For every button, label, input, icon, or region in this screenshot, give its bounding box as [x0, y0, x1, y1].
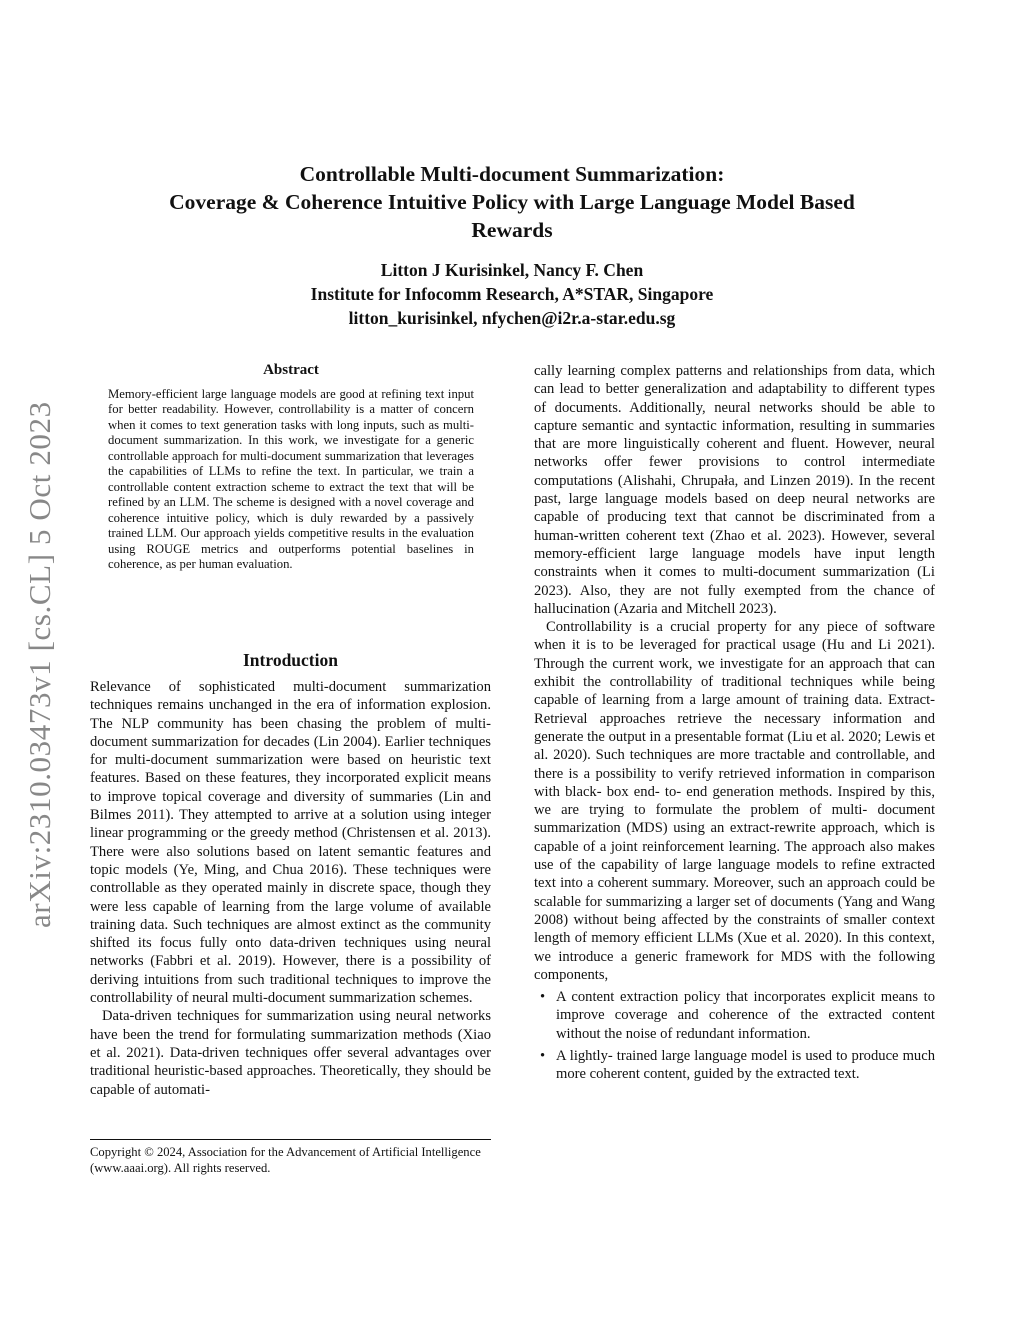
introduction-section	[90, 648, 491, 1099]
abstract-section	[108, 363, 474, 573]
introduction-heading: Introduction	[243, 650, 338, 670]
bullet-icon: •	[540, 1047, 546, 1064]
list-item-text: A lightly- trained large language model is used to produce much more coherent content, guided by the extracted text.	[556, 1047, 935, 1083]
title-line: Rewards	[471, 218, 553, 242]
copyright-footnote	[90, 1139, 491, 1176]
title-line: Controllable Multi-document Summarization:	[299, 162, 725, 186]
title-line: Coverage & Coherence Intuitive Policy with Large Language Model Based	[169, 190, 855, 214]
list-item	[540, 1047, 935, 1084]
paper-title	[90, 160, 934, 244]
list-item-text: A content extraction policy that incorporates explicit means to improve coverage and coherence of the extracted content without the noise of redundant information.	[556, 989, 935, 1042]
contribution-list	[534, 988, 935, 1083]
arxiv-stamp: arXiv:2310.03473v1 [cs.CL] 5 Oct 2023	[22, 401, 57, 928]
paragraph: Controllability is a crucial property for any piece of software when it is to be leveraged for practical usage (Hu and Li 2021). Through the current work, we investigate for an approach that can exhibit the controllability of traditional techniques while being capable of learning from a large amount of training data. Extract-Retrieval approaches retrieve the necessary information and generate the output in a presentable format (Liu et al. 2020; Lewis et al. 2020). Such techniques are more tractable and controllable, and there is a possibility to verify retrieved information in comparison with black- box end- to- end generation methods. Inspired by this, we are trying to formulate the problem of multi- document summarization (MDS) using an extract-rewrite approach, which is capable of a joint reinforcement learning. The approach also makes use of the capability of large language models to refine extracted text into a coherent summary. Moreover, such an approach could be scalable for summarizing a larger set of documents (Yang and Wang 2008) without being affected by the constraints of smaller context length of memory efficient LLMs (Xue et al. 2020). In this context, we introduce a generic framework for MDS with the following components,	[534, 619, 935, 983]
abstract-text: Memory-efficient large language models are good at refining text input for better readability. However, controllability is a matter of concern when it comes to text generation tasks with long inputs, such as multi-document summarization. In this work, we investigate for a generic controllable approach for multi-document summarization that leverages the capabilities of LLMs to refine the text. In particular, we train a controllable content extraction scheme to extract the text that will be refined by an LLM. The scheme is designed with a novel coverage and coherence intuitive policy, which is duly rewarded by a passively trained LLM. Our approach yields competitive results in the evaluation using ROUGE metrics and outperforms potential baselines in coherence, as per human evaluation.	[108, 386, 474, 571]
affiliation: Institute for Infocomm Research, A*STAR, Singapore	[310, 284, 714, 304]
author-block	[90, 258, 934, 330]
paragraph: Data-driven techniques for summarization using neural networks have been the trend for formulating summarization methods (Xiao et al. 2021). Data-driven techniques offer several advantages over traditional heuristic-based approaches. Theoretically, they should be capable of automati-	[90, 1008, 491, 1098]
footnote-text: Copyright © 2024, Association for the Advancement of Artificial Intelligence (www.aaai.org). All rights reserved.	[90, 1145, 481, 1175]
bullet-icon: •	[540, 989, 546, 1006]
authors: Litton J Kurisinkel, Nancy F. Chen	[380, 260, 644, 280]
paragraph: Relevance of sophisticated multi-document summarization techniques remains unchanged in the era of information explosion. The NLP community has been chasing the problem of multi-document summarization for decades (Lin 2004). Earlier techniques for multi-document summarization were based on heuristic text features. Based on these features, they incorporated explicit means to improve topical coverage and diversity of summaries (Lin and Bilmes 2011). They attempted to arrive at a solution using integer linear programming or the greedy method (Christensen et al. 2013). There were also solutions based on latent semantic features and topic models (Ye, Ming, and Chua 2016). These techniques were controllable as they operated mainly in discrete space, though they were less capable of learning from the large volume of available training data. Such techniques are almost extinct as the community shifted its focus fully onto data-driven techniques using neural networks (Fabbri et al. 2019). However, there is a possibility of deriving intuitions from such traditional techniques to improve the controllability of neural multi-document summarization schemes.	[90, 679, 491, 1007]
right-column	[534, 362, 935, 1088]
abstract-heading: Abstract	[263, 362, 319, 378]
email: litton_kurisinkel, nfychen@i2r.a-star.edu.sg	[348, 308, 676, 328]
paragraph: cally learning complex patterns and relationships from data, which can lead to better generalization and adaptability to different types of documents. Additionally, neural networks should be able to capture semantic and syntactic information, resulting in summaries that are more linguistically coherent and fluent. However, neural networks offer fewer provisions to control intermediate computations (Alishahi, Chrupała, and Linzen 2019). In the recent past, large language models based on deep neural networks are capable of producing text that cannot be discriminated from a human-written coherent text (Zhao et al. 2023). However, several memory-efficient large language models have input length constraints when it comes to multi-document summarization (Li 2023). Also, they are not fully exempted from the chance of hallucination (Azaria and Mitchell 2023).	[534, 363, 935, 617]
list-item	[540, 988, 935, 1043]
